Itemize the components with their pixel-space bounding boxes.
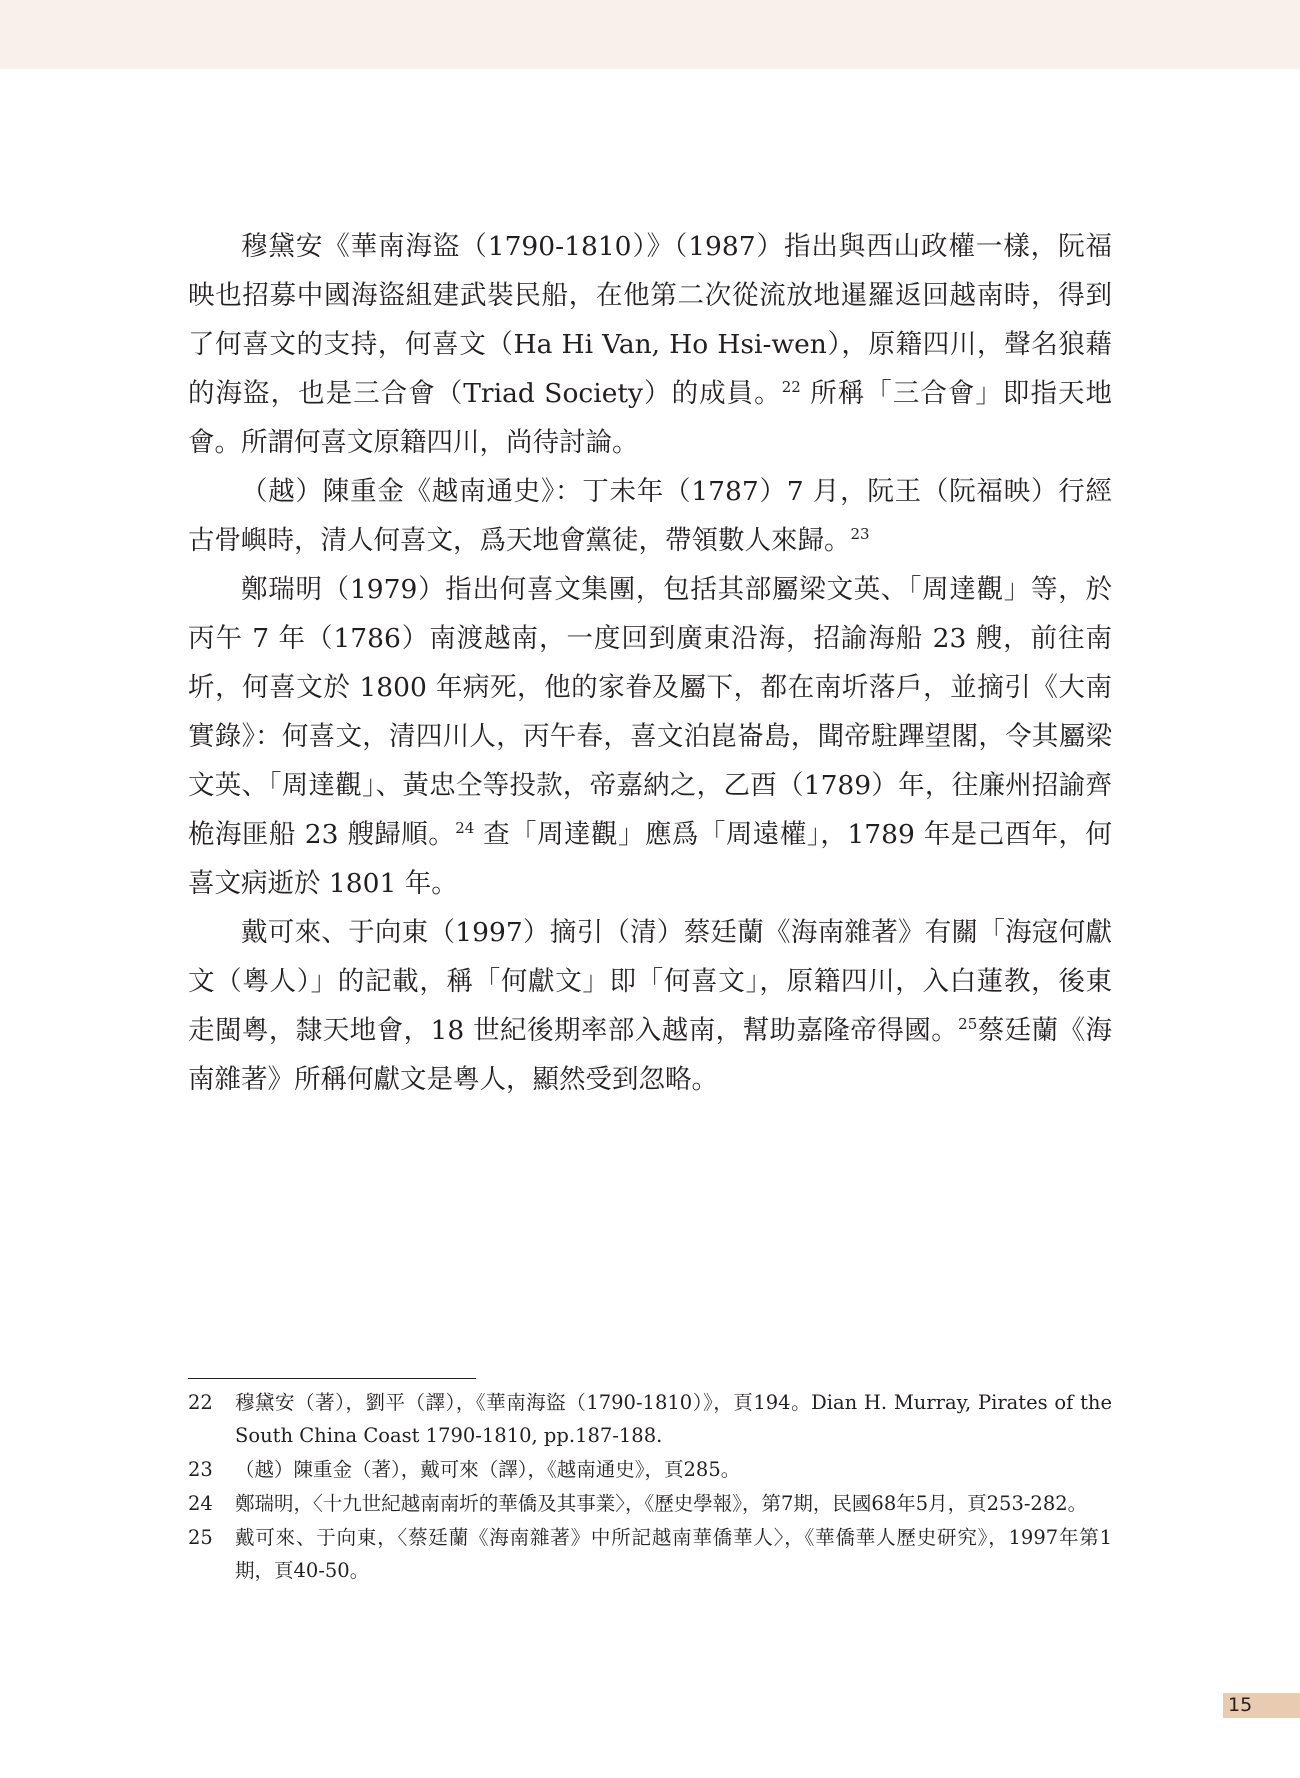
footnote-number: 24 — [188, 1492, 213, 1515]
footnote-ref[interactable]: 25 — [958, 1015, 978, 1033]
footnotes — [188, 1386, 1112, 1588]
footnote-number: 25 — [188, 1526, 213, 1549]
footnote-text: （越）陳重金（著），戴可來（譯），《越南通史》，頁285。 — [235, 1458, 741, 1481]
page-header-band — [0, 0, 1300, 69]
footnote — [188, 1453, 1112, 1486]
footnote — [188, 1521, 1112, 1587]
main-text — [188, 222, 1112, 1104]
footnote-divider — [188, 1378, 476, 1379]
paragraph: （越）陳重金《越南通史》：丁未年（1787）7 月，阮王（阮福映）行經古骨嶼時，清人何喜文，爲天地會黨徒，帶領數人來歸。$^{23}$ — [188, 476, 1112, 556]
footnote-text: 鄭瑞明，〈十九世紀越南南圻的華僑及其事業〉，《歷史學報》，第7期，民國68年5月，頁253-282。 — [235, 1492, 1088, 1515]
footnote-ref[interactable]: 22 — [781, 378, 801, 396]
footnote-text: 戴可來、于向東，〈蔡廷蘭《海南雜著》中所記越南華僑華人〉，《華僑華人歷史研究》，1997年第1期，頁40-50。 — [235, 1526, 1112, 1582]
footnote-ref[interactable]: 24 — [455, 819, 475, 837]
footnote — [188, 1386, 1112, 1452]
paragraph: 戴可來、于向東（1997）摘引（清）蔡廷蘭《海南雜著》有關「海寇何獻文（粵人）」的記載，稱「何獻文」即「何喜文」，原籍四川，入白蓮教，後東走閩粵，隸天地會，18 世紀後期率部入越南，幫助嘉隆帝得國。$^{25}$蔡廷蘭《海南雜著》所稱何獻文是粵人，顯然受到忽略。 — [188, 917, 1113, 1095]
footnote — [188, 1487, 1112, 1520]
footnote-number: 23 — [188, 1458, 213, 1481]
page-number: 15 — [1228, 1694, 1253, 1716]
footnote-text: 穆黛安（著），劉平（譯），《華南海盜（1790-1810）》，頁194。Dian H. Murray, Pirates of the South China Coast 1790-1810, pp.187-188. — [235, 1391, 1112, 1447]
paragraph: 穆黛安《華南海盜（1790-1810）》（1987）指出與西山政權一樣，阮福映也招募中國海盜組建武裝民船，在他第二次從流放地暹羅返回越南時，得到了何喜文的支持，何喜文（Ha Hi Van, Ho Hsi-wen），原籍四川，聲名狼藉的海盜，也是三合會（Triad Society）的成員。$^{22}$ 所稱「三合會」即指天地會。所謂何喜文原籍四川，尚待討論。 — [188, 231, 1112, 458]
footnote-number: 22 — [188, 1391, 213, 1414]
footnote-ref[interactable]: 23 — [850, 525, 870, 543]
paragraph: 鄭瑞明（1979）指出何喜文集團，包括其部屬梁文英、「周達觀」等，於丙午 7 年（1786）南渡越南，一度回到廣東沿海，招諭海船 23 艘，前往南圻，何喜文於 1800 年病死，他的家眷及屬下，都在南圻落戶，並摘引《大南實錄》：何喜文，清四川人，丙午春，喜文泊崑崙島，聞帝駐蹕望閣，令其屬梁文英、「周達觀」、黃忠仝等投款，帝嘉納之，乙酉（1789）年，往廉州招諭齊桅海匪船 23 艘歸順。$^{24}$ 查「周達觀」應爲「周遠權」，1789 年是己酉年，何喜文病逝於 1801 年。 — [188, 574, 1112, 899]
